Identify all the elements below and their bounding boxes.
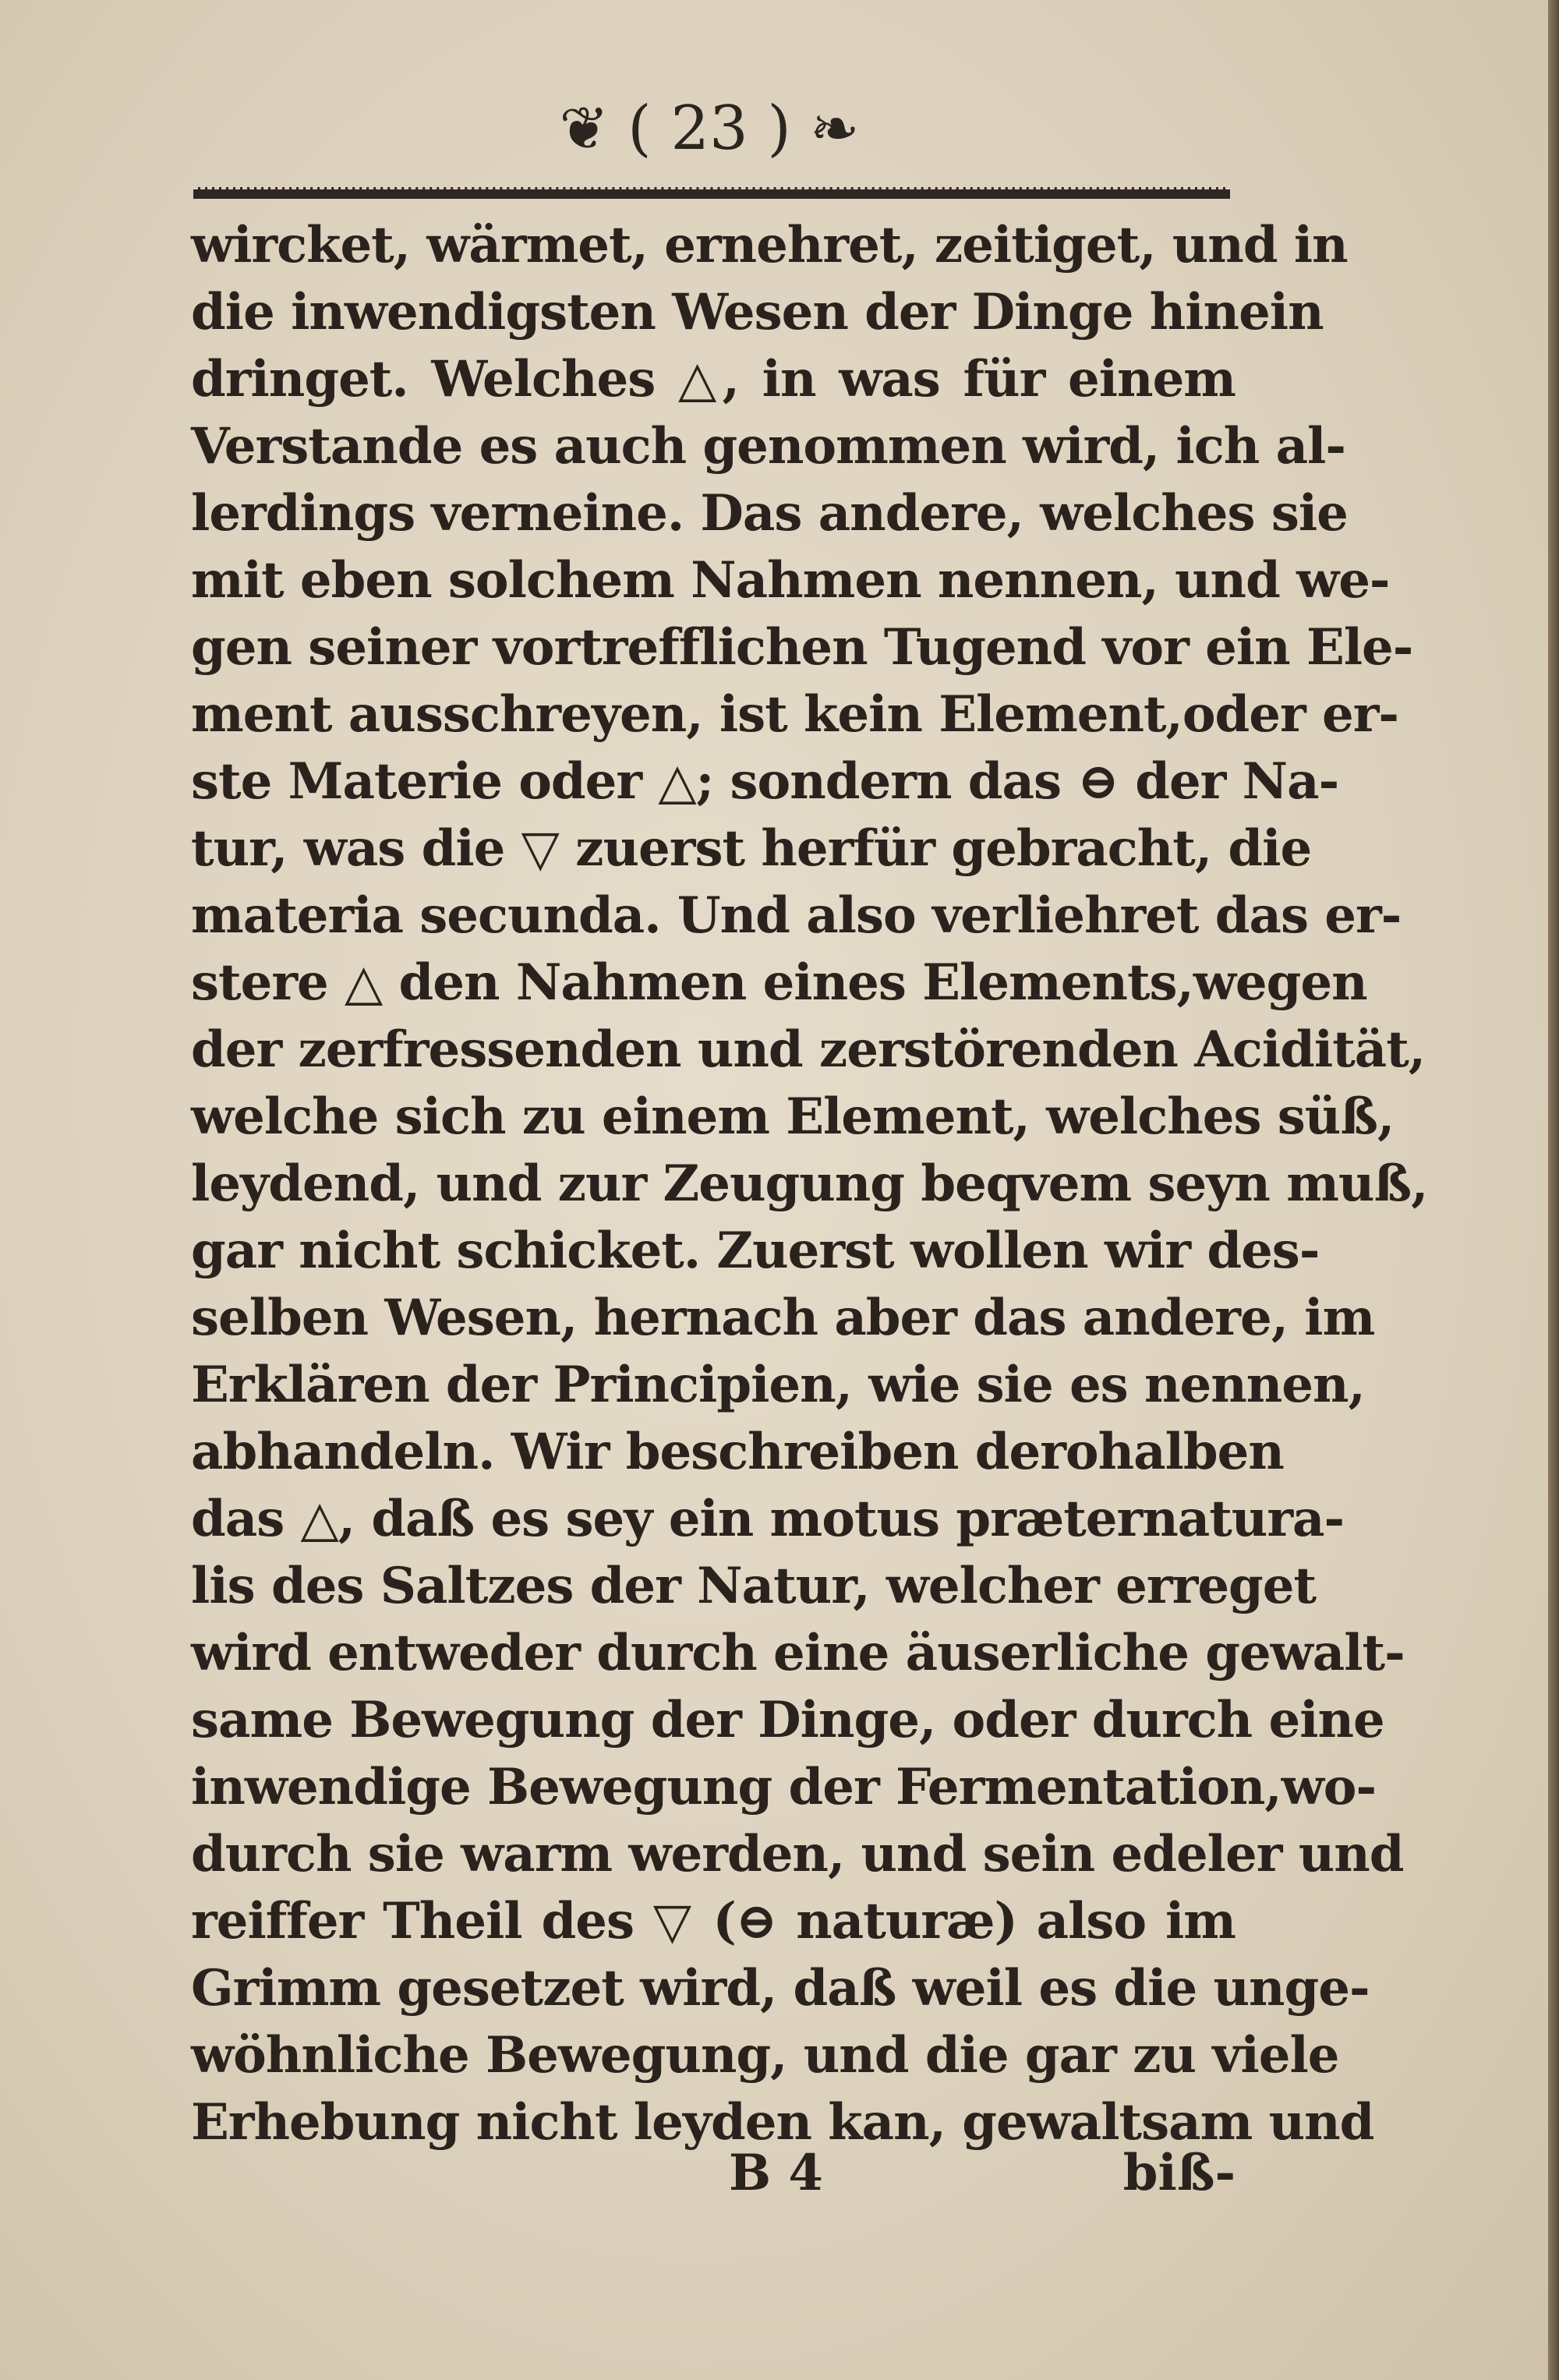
body-text xyxy=(191,212,1428,2156)
text-line: ment ausschreyen, ist kein Element,oder er- xyxy=(191,685,1398,744)
text-line: ste Materie oder △; sondern das ⊖ der Na- xyxy=(191,752,1339,811)
signature-mark: B 4 xyxy=(729,2144,823,2202)
text-line: welche sich zu einem Element, welches süß, xyxy=(191,1087,1395,1146)
catchword: biß- xyxy=(1122,2144,1236,2202)
text-line: leydend, und zur Zeugung beqvem seyn muß, xyxy=(191,1155,1428,1213)
page-footer xyxy=(191,2140,1236,2207)
text-line: reiffer Theil des ▽ (⊖ naturæ) also im xyxy=(191,1892,1236,1950)
text-line: materia secunda. Und also verliehret das er- xyxy=(191,886,1402,945)
text-line: der zerfressenden und zerstörenden Acidität, xyxy=(191,1020,1426,1079)
text-line: die inwendigsten Wesen der Dinge hinein xyxy=(191,283,1324,341)
text-line: Erklären der Principien, wie sie es nennen, xyxy=(191,1356,1365,1414)
text-line: inwendige Bewegung der Fermentation,wo- xyxy=(191,1758,1377,1816)
text-line: Erhebung nicht leyden kan, gewaltsam und xyxy=(191,2093,1374,2152)
page-number: ( 23 ) xyxy=(627,94,791,164)
text-line: tur, was die ▽ zuerst herfür gebracht, die xyxy=(191,819,1312,878)
text-line: Verstande es auch genommen wird, ich al- xyxy=(191,417,1345,476)
text-line: lerdings verneine. Das andere, welches sie xyxy=(191,484,1348,543)
text-line: wird entweder durch eine äuserliche gewalt- xyxy=(191,1624,1405,1682)
text-line: lis des Saltzes der Natur, welcher erreget xyxy=(191,1557,1317,1615)
text-line: wöhnliche Bewegung, und die gar zu viele xyxy=(191,2026,1339,2085)
text-line: wircket, wärmet, ernehret, zeitiget, und in xyxy=(191,216,1348,274)
text-line: das △, daß es sey ein motus præternatura- xyxy=(191,1490,1345,1548)
text-line: stere △ den Nahmen eines Elements,wegen xyxy=(191,953,1367,1012)
text-line: gen seiner vortrefflichen Tugend vor ein Ele- xyxy=(191,618,1413,677)
text-line: gar nicht schicket. Zuerst wollen wir des- xyxy=(191,1222,1320,1280)
text-line: abhandeln. Wir beschreiben derohalben xyxy=(191,1423,1284,1481)
text-line: same Bewegung der Dinge, oder durch eine xyxy=(191,1691,1384,1749)
fleuron-left-icon: ❦ xyxy=(559,94,610,163)
header-rule xyxy=(193,187,1230,199)
text-line: durch sie warm werden, und sein edeler und xyxy=(191,1825,1404,1883)
text-line: Grimm gesetzet wird, daß weil es die unge- xyxy=(191,1959,1370,2018)
text-line: dringet. Welches △, in was für einem xyxy=(191,350,1236,408)
running-head xyxy=(468,86,951,172)
fleuron-right-icon: ❧ xyxy=(809,94,860,163)
text-line: mit eben solchem Nahmen nennen, und we- xyxy=(191,551,1390,610)
page-edge xyxy=(1548,0,1559,2380)
text-line: selben Wesen, hernach aber das andere, im xyxy=(191,1289,1375,1347)
